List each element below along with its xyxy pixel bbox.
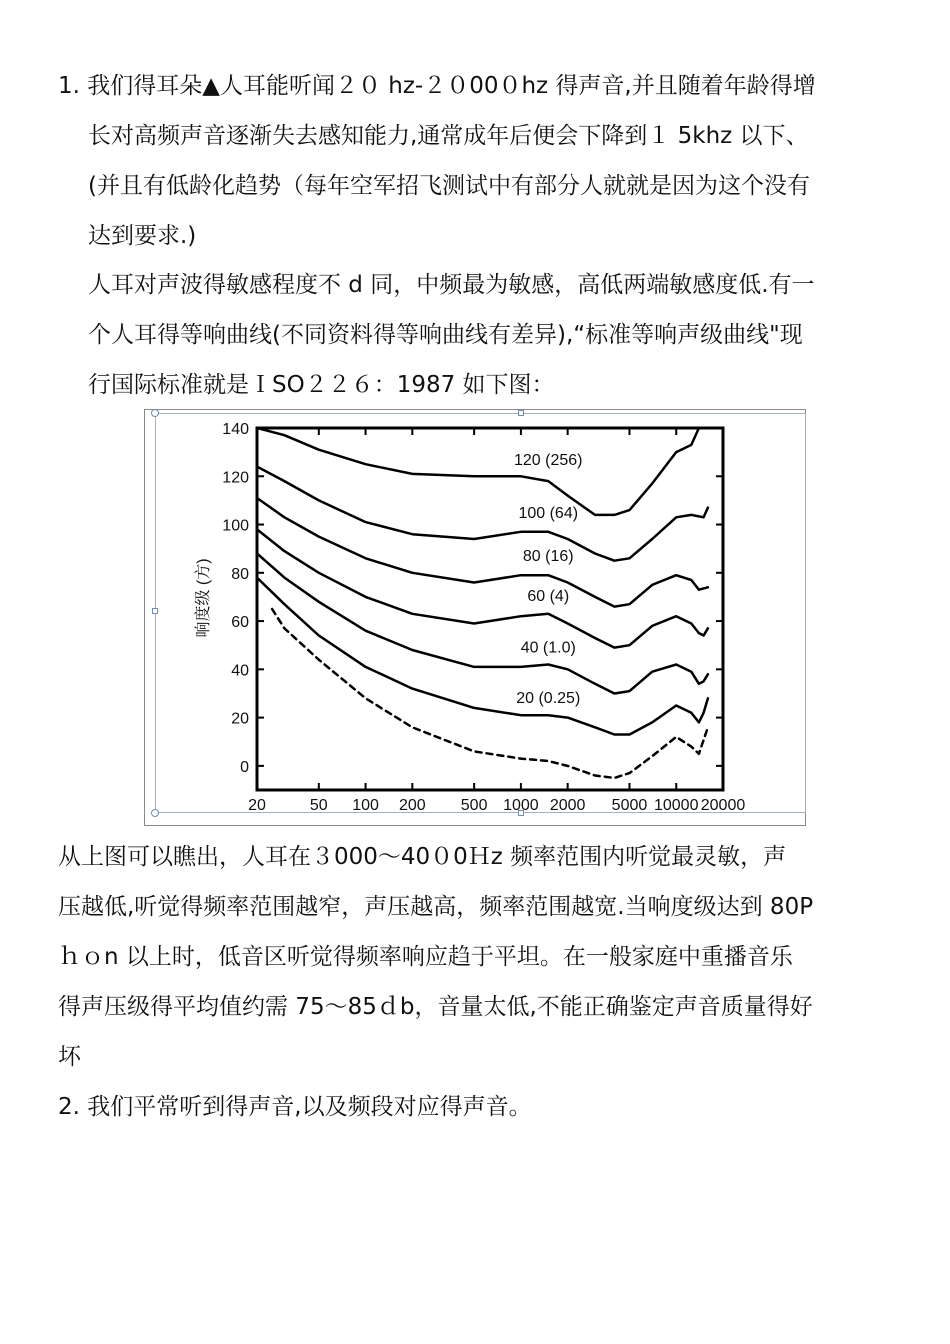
y-tick-label: 120 bbox=[222, 469, 249, 487]
para3-line1: 从上图可以瞧出，人耳在３000～40０0Ｈz 频率范围内听觉最灵敏，声 bbox=[58, 844, 787, 870]
x-tick-label: 20000 bbox=[700, 797, 746, 814]
y-tick-label: 140 bbox=[222, 421, 249, 438]
series-label: 20 (0.25) bbox=[516, 690, 581, 708]
para2-line2: 个人耳得等响曲线(不同资料得等响曲线有差异),“标准等响声级曲线"现 bbox=[88, 322, 803, 348]
series-label: 80 (16) bbox=[522, 548, 574, 566]
para2-line3: 行国际标准就是ＩSO２２６：1987 如下图： bbox=[88, 372, 555, 398]
para3-line2: 压越低,听觉得频率范围越窄，声压越高，频率范围越宽.当响度级达到 80P bbox=[58, 894, 814, 920]
y-tick-label: 80 bbox=[231, 565, 249, 583]
para3-line3: ｈｏn 以上时，低音区听觉得频率响应趋于平坦。在一般家庭中重播音乐 bbox=[58, 944, 793, 970]
y-tick-label: 60 bbox=[231, 614, 249, 632]
para1-line4: 达到要求.) bbox=[88, 223, 197, 249]
y-axis-label: 响度级 (方) bbox=[195, 558, 212, 638]
series-label: 120 (256) bbox=[514, 452, 583, 470]
x-tick-label: 2000 bbox=[549, 797, 586, 814]
x-tick-label: 20 bbox=[248, 797, 266, 814]
x-tick-label: 100 bbox=[352, 797, 379, 814]
para2-line1: 人耳对声波得敏感程度不 d 同，中频最为敏感，高低两端敏感度低.有一 bbox=[88, 272, 815, 298]
series-line-60 bbox=[257, 529, 708, 647]
para1-line1: 1. 我们得耳朵▲人耳能听闻２０ hz-２０00０hz 得声音,并且随着年龄得增 bbox=[58, 73, 816, 99]
para3-line5: 坏 bbox=[58, 1044, 81, 1070]
series-line-100 bbox=[257, 467, 708, 561]
x-tick-label: 200 bbox=[398, 797, 426, 814]
series-line-20 bbox=[257, 578, 708, 735]
x-tick-label: 50 bbox=[309, 797, 328, 814]
series-label: 40 (1.0) bbox=[520, 639, 576, 657]
y-tick-label: 40 bbox=[231, 662, 249, 680]
series-label: 100 (64) bbox=[518, 504, 579, 522]
y-tick-label: 0 bbox=[240, 758, 249, 776]
y-tick-label: 100 bbox=[222, 517, 249, 535]
x-tick-label: 1000 bbox=[503, 797, 539, 814]
para1-line3: (并且有低龄化趋势（每年空军招飞测试中有部分人就就是因为这个没有 bbox=[88, 173, 810, 199]
para1-line2: 长对高频声音逐渐失去感知能力,通常成年后便会下降到１ 5khz 以下、 bbox=[88, 123, 809, 149]
y-tick-label: 20 bbox=[231, 710, 249, 728]
x-tick-label: 500 bbox=[460, 797, 488, 814]
series-label: 60 (4) bbox=[527, 587, 570, 605]
x-tick-label: 10000 bbox=[653, 797, 699, 814]
x-tick-label: 5000 bbox=[611, 797, 648, 814]
para4-line1: 2. 我们平常听到得声音,以及频段对应得声音。 bbox=[58, 1094, 532, 1120]
series-line-80 bbox=[257, 498, 708, 607]
para3-line4: 得声压级得平均值约需 75～85ｄb，音量太低,不能正确鉴定声音质量得好 bbox=[58, 994, 813, 1020]
